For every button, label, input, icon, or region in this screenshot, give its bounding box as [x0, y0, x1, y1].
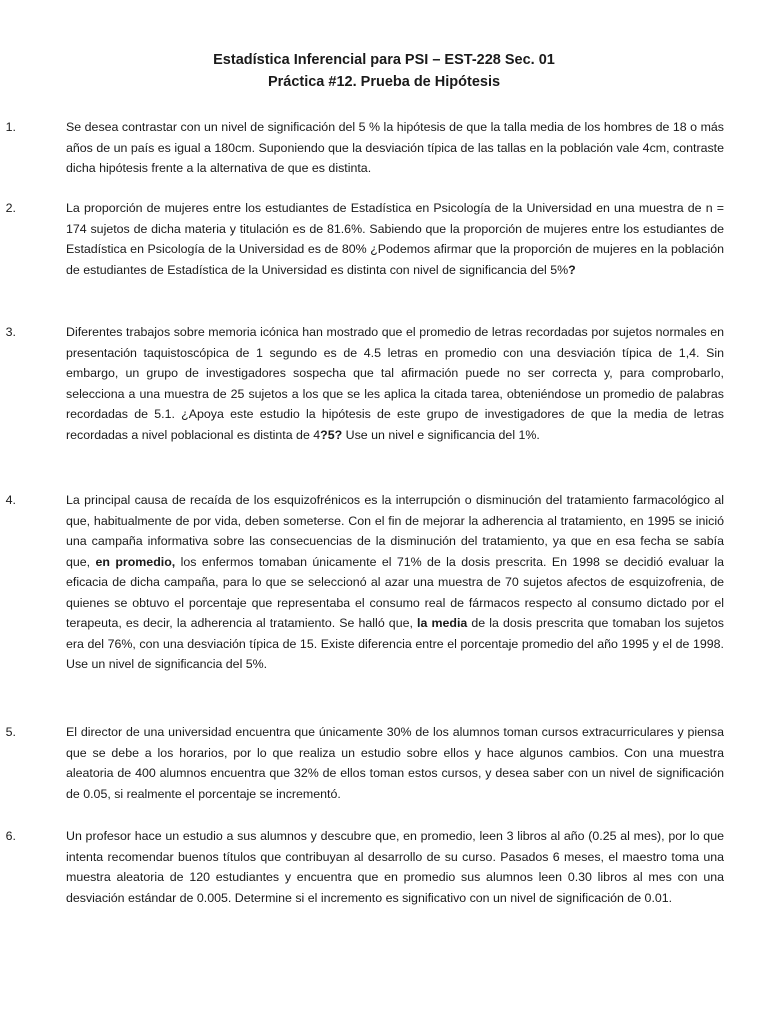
problem-number: 5.	[5, 725, 16, 739]
problem-text-bold: en promedio,	[95, 554, 176, 569]
problem-1	[5, 117, 724, 179]
problem-text: El director de una universidad encuentra que únicamente 30% de los alumnos toman cursos extracurriculares y piensa que se debe a los horarios, por lo que realiza un estudio sobre ellos y hace algunos cambios. Con una muestra aleatoria de 400 alumnos encuentra que 32% de ellos toman estos cursos, y desea saber con un nivel de significación de 0.05, si realmente el porcentaje se incrementó.	[66, 725, 724, 801]
problem-text-bold: ?5?	[320, 427, 343, 442]
document-subtitle: Práctica #12. Prueba de Hipótesis	[267, 74, 501, 90]
problem-text: los enfermos tomaban únicamente el 71% de la dosis prescrita. En 1998 se decidió evaluar la eficacia de dicha campaña, para lo que se seleccionó al azar una muestra de 70 sujetos afectos de esquizofrenia, de quienes se obtuvo el porcentaje que representaba el consumo real de fármacos respecto al consumo dictado por el terapeuta, es decir, la adherencia al tratamiento. Se halló que,	[66, 554, 725, 630]
problem-text: Se desea contrastar con un nivel de significación del 5 % la hipótesis de que la talla media de los hombres de 18 o más años de un país es igual a 180cm. Suponiendo que la desviación típica de las tallas en la población vale 4cm, contraste dicha hipótesis frente a la alternativa de que es distinta.	[66, 120, 724, 175]
document-title: Estadística Inferencial para PSI – EST-228 Sec. 01	[213, 52, 555, 68]
problem-text-end: Use un nivel e significancia del 1%.	[342, 427, 540, 442]
problem-number: 4.	[5, 493, 16, 507]
problem-text-bold: la media	[417, 616, 468, 630]
problem-5	[5, 722, 724, 804]
problem-text: de la dosis prescrita que tomaban los sujetos era del 76%, con una desviación típica de 15. Existe diferencia entre el porcentaje promedio del año 1995 y el de 1998. Use un nivel de significancia del 5%.	[66, 616, 724, 671]
problem-3	[5, 322, 724, 445]
problem-4	[5, 490, 725, 675]
problem-text-bold: ?	[568, 262, 576, 277]
problem-text: Un profesor hace un estudio a sus alumnos y descubre que, en promedio, leen 3 libros al año (0.25 al mes), por lo que intenta recomendar buenos títulos que contribuyan al desarrollo de su curso. Pasados 6 meses, el maestro toma una muestra aleatoria de 120 estudiantes y encuentra que en promedio sus alumnos leen 0.30 libros al mes con una desviación estándar de 0.005. Determine si el incremento es significativo con un nivel de significación de 0.01.	[66, 829, 724, 905]
problem-6	[5, 826, 724, 908]
problem-text: La proporción de mujeres entre los estudiantes de Estadística en Psicología de la Universidad en una muestra de n = 174 sujetos de dicha materia y titulación es de 81.6%. Sabiendo que la proporción de mujeres entre los estudiantes de Estadística en Psicología de la Universidad es de 80% ¿Podemos afirmar que la proporción de mujeres en la población de estudiantes de Estadística de la Universidad es distinta con nivel de significancia del 5%	[66, 201, 724, 277]
problem-number: 2.	[5, 201, 16, 215]
problem-text: Diferentes trabajos sobre memoria icónica han mostrado que el promedio de letras recordadas por sujetos normales en presentación taquistoscópica de 1 segundo es de 4.5 letras en promedio con una desviación típica de 1,4. Sin embargo, un grupo de investigadores sospecha que tal afirmación puede no ser correcta y, para comprobarlo, selecciona a una muestra de 25 sujetos a los que se les aplica la citada tarea, obteniéndose un promedio de palabras recordadas de 5.1. ¿Apoya este estudio la hipótesis de este grupo de investigadores de que la media de letras recordadas a nivel poblacional es distinta de 4	[66, 325, 724, 442]
problem-text: La principal causa de recaída de los esquizofrénicos es la interrupción o disminución del tratamiento farmacológico al que, habitualmente de por vida, deben someterse. Con el fin de mejorar la adherencia al tratamiento, en 1995 se inició una campaña informativa sobre las consecuencias de la disminución del tratamiento, ya que en esa fecha se sabía que,	[66, 493, 724, 569]
document-header	[0, 49, 768, 93]
problem-number: 6.	[5, 829, 16, 843]
problem-number: 1.	[5, 120, 16, 134]
problem-2	[5, 198, 724, 280]
problem-number: 3.	[5, 325, 16, 339]
